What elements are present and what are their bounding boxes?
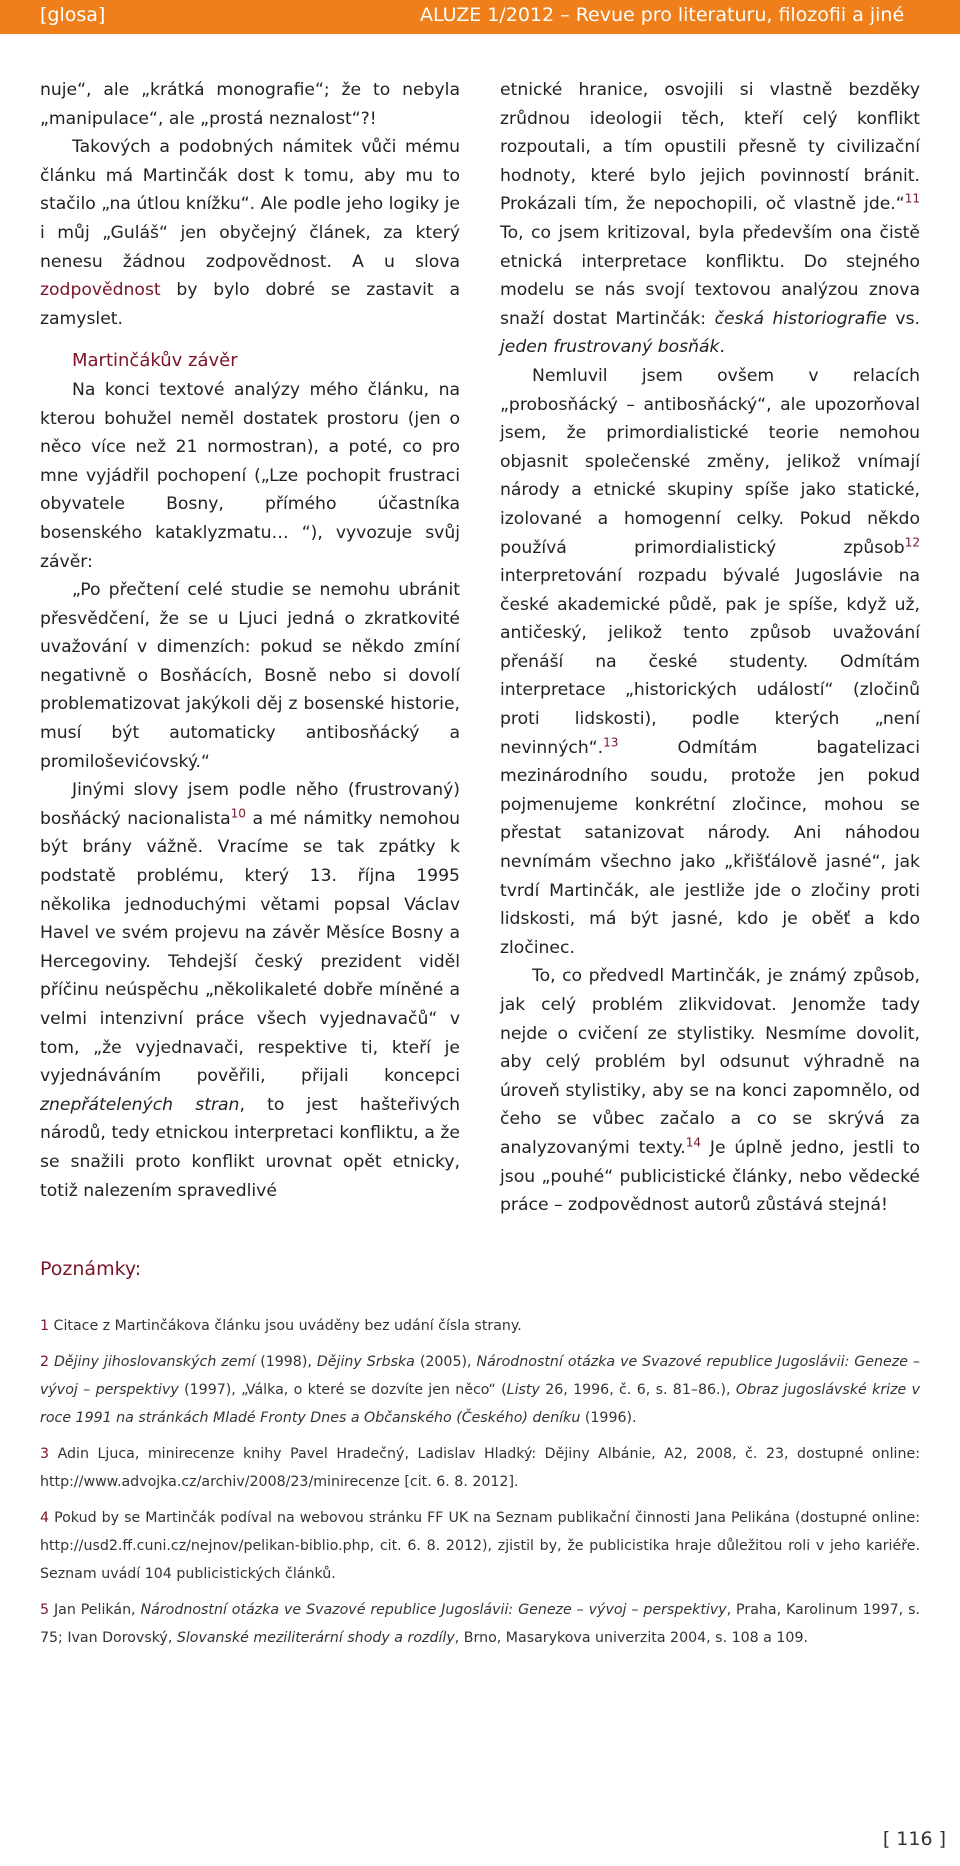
paragraph: Na konci textové analýzy mého článku, na kterou bohužel neměl dostatek prostoru (jen o něco více než 21 normostran), a poté, co pro mne vyjádřil pochopení („Lze pochopit frustraci obyvatele Bosny, přímého účastníka bosenského kataklyzmatu… “), vyvozuje svůj závěr: bbox=[40, 379, 460, 572]
footnote-ref[interactable]: 12 bbox=[904, 534, 920, 549]
footnote: 3 Adin Ljuca, minirecenze knihy Pavel Hradečný, Ladislav Hladký: Dějiny Albánie, A2, 2008, č. 23, dostupné online: http://www.advojka.cz/archiv/2008/23/minirecenze [cit. 6. 8. 2012]. bbox=[40, 1446, 920, 1490]
footnote: 1 Citace z Martinčákova článku jsou uváděny bez udání čísla strany. bbox=[40, 1318, 522, 1334]
paragraph: Nemluvil jsem ovšem v relacích „probosňácký – antibosňácký“, ale upozorňoval jsem, že primordialistické teorie nemohou objasnit společenské změny, jelikož vnímají národy a etnické skupiny spíše jako statické, izolované a homogenní celky. Pokud někdo používá primordialistický způsob$^{12}$ interpretování rozpadu bývalé Jugoslávie na české akademické půdě, pak je spíše, když už, antičeský, jelikož tento způsob uvažování přenáší na české studenty. Odmítám interpretace „historických událostí“ (zločinů proti lidskosti), podle kterých „není nevinných“.$^{13}$ Odmítám bagatelizaci mezinárodního soudu, protože jen pokud pojmenujeme konkrétní zločince, mohou se přestat satanizovat národy. Ani náhodou nevnímám všechno jako „křišťálově jasné“, jak tvrdí Martinčák, ale jestliže jde o zločiny proti lidskosti, má být jasné, kdo je oběť a kdo zločinec. bbox=[500, 365, 920, 958]
journal-header bbox=[0, 0, 960, 34]
highlight-word: zodpovědnost bbox=[40, 280, 161, 301]
journal-title: ALUZE 1/2012 – Revue pro literaturu, filozofii a jiné bbox=[420, 4, 905, 26]
paragraph: Takových a podobných námitek vůči mému článku má Martinčák dost k tomu, aby mu to stačilo „na útlou knížku“. Ale podle jeho logiky je i můj „Guláš“ jen obyčejný článek, za který nenesu žádnou zodpovědnost. A u slova zodpovědnost by bylo dobré se zastavit a zamyslet. bbox=[40, 137, 460, 329]
left-column bbox=[40, 76, 460, 1205]
footnote: 2 Dějiny jihoslovanských zemí (1998), Dějiny Srbska (2005), Národnostní otázka ve Svazové republice Jugoslávii: Geneze – vývoj – perspektivy (1997), „Válka, o které se dozvíte jen něco“ (Listy 26, 1996, č. 6, s. 81–86.), Obraz jugoslávské krize v roce 1991 na stránkách Mladé Fronty Dnes a Občanského (Českého) deníku (1996). bbox=[40, 1354, 920, 1426]
section-heading: Martinčákův závěr bbox=[72, 350, 238, 372]
section-label: [glosa] bbox=[40, 4, 106, 26]
paragraph: nuje“, ale „krátká monografie“; že to nebyla „manipulace“, ale „prostá neznalost“?! bbox=[40, 80, 460, 129]
footnote-ref[interactable]: 14 bbox=[685, 1135, 702, 1150]
paragraph: To, co předvedl Martinčák, je známý způsob, jak celý problém zlikvidovat. Jenomže tady nejde o cvičení ze stylistiky. Nesmíme dovolit, aby celý problém byl odsunut výhradně na úroveň stylistiky, aby se na konci zapomnělo, od čeho se vůbec začalo a co se skrývá za analyzovanými texty.$^{14}$ Je úplně jedno, jestli to jsou „pouhé“ publicistické články, nebo vědecké práce – zodpovědnost autorů zůstává stejná! bbox=[500, 966, 920, 1216]
right-column bbox=[500, 76, 920, 1220]
footnotes bbox=[40, 1312, 920, 1660]
footnote: 5 Jan Pelikán, Národnostní otázka ve Svazové republice Jugoslávii: Geneze – vývoj – perspektivy, Praha, Karolinum 1997, s. 75; Ivan Dorovský, Slovanské meziliterární shody a rozdíly, Brno, Masarykova univerzita 2004, s. 108 a 109. bbox=[40, 1602, 921, 1646]
footnote: 4 Pokud by se Martinčák podíval na webovou stránku FF UK na Seznam publikační činnosti Jana Pelikána (dostupné online: http://usd2.ff.cuni.cz/nejnov/pelikan-biblio.php, cit. 6. 8. 2012), zjistil by, že publicistika hraje důležitou roli v jeho kariéře. Seznam uvádí 104 publicistických článků. bbox=[40, 1510, 920, 1582]
paragraph: Jinými slovy jsem podle něho (frustrovaný) bosňácký nacionalista$^{10}$ a mé námitky nemohou být brány vážně. Vracíme se tak zpátky k podstatě problému, který 13. října 1995 několika jednoduchými větami popsal Václav Havel ve svém projevu na závěr Měsíce Bosny a Hercegoviny. Tehdejší český prezident viděl příčinu neúspěchu „několikaleté dobře míněné a velmi intenzivní práce všech vyjednavačů“ v tom, „že vyjednavači, respektive ti, kteří je vyjednáváním pověřili, přijali koncepci znepřátelených stran, to jest hašteřivých národů, tedy etnickou interpretaci konfliktu, a že se snažili proto konflikt urovnat opět etnicky, totiž nalezením spravedlivé bbox=[40, 780, 461, 1201]
page-number: [ 116 ] bbox=[882, 1828, 946, 1850]
notes-heading: Poznámky: bbox=[40, 1258, 142, 1280]
footnote-ref[interactable]: 13 bbox=[603, 734, 619, 749]
quote-paragraph: „Po přečtení celé studie se nemohu ubránit přesvědčení, že se u Ljuci jedná o zkratkovité uvažování v dimenzích: pokud se někdo zmíní negativně o Bosňácích, Bosně nebo si dovolí problematizovat jakýkoli děj z bosenské historie, musí být automaticky antibosňácký a promiloševićovský.“ bbox=[40, 580, 460, 772]
footnote-ref[interactable]: 10 bbox=[230, 806, 246, 821]
paragraph: etnické hranice, osvojili si vlastně bezděky zrůdnou ideologii těch, kteří celý konflikt rozpoutali, a tím opustili přesně ty civilizační hodnoty, které bylo jejich povinností bránit. Prokázali tím, že nepochopili, oč vlastně jde.“$^{11}$ To, co jsem kritizoval, byla především ona čistě etnická interpretace konfliktu. Do stejného modelu se nás svojí textovou analýzou znova snaží dostat Martinčák: česká historiografie vs. jeden frustrovaný bosňák. bbox=[500, 80, 920, 358]
footnote-ref[interactable]: 11 bbox=[904, 191, 920, 206]
